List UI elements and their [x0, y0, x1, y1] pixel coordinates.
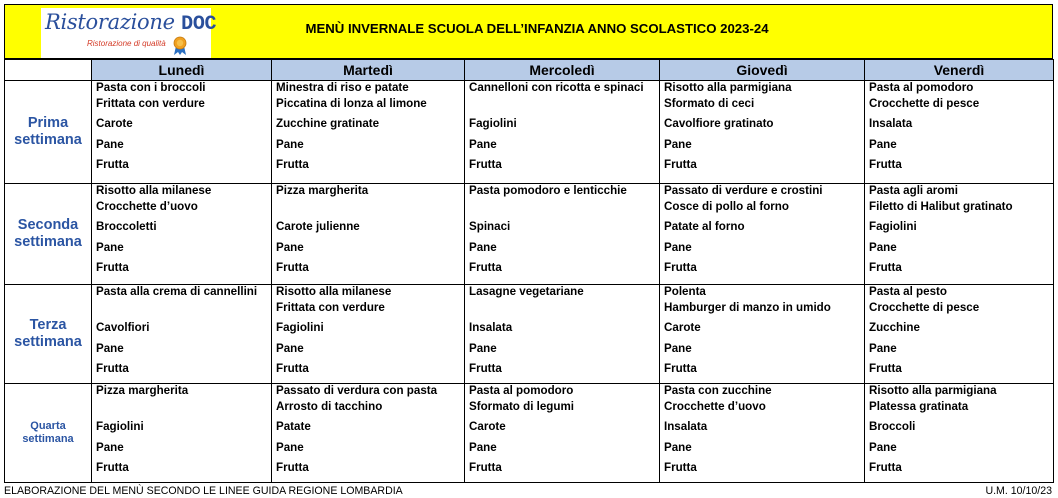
- week-label-line: settimana: [14, 132, 82, 148]
- dish-item: Pane: [869, 137, 897, 151]
- logo: [41, 8, 217, 58]
- menu-table: [4, 59, 1054, 483]
- dish-item: Risotto alla milanese: [276, 285, 392, 299]
- meal-cell-friday: [865, 384, 1054, 483]
- dish-item: Pane: [96, 440, 124, 454]
- meal-cell-wednesday: [465, 384, 660, 483]
- meal-cell-friday: [865, 285, 1054, 384]
- dish-item: Frutta: [664, 460, 697, 474]
- week-row: [5, 81, 1054, 184]
- meal-cell-monday: [92, 285, 272, 384]
- dish-item: Crocchette d’uovo: [96, 200, 198, 214]
- dish-item: [272, 197, 464, 217]
- week-label-line: Seconda: [17, 217, 79, 234]
- week-label-line: Prima: [27, 115, 69, 131]
- dish-item: [92, 397, 271, 417]
- award-ribbon-icon: [173, 36, 187, 56]
- dish-item: Frutta: [276, 361, 309, 375]
- dish-item: [465, 298, 659, 318]
- week-label-line: settimana: [14, 334, 82, 350]
- week-label: [5, 184, 92, 285]
- day-header-tuesday: Martedì: [272, 60, 465, 81]
- dish-item: Crocchette d’uovo: [664, 400, 766, 413]
- week-row: [5, 285, 1054, 384]
- dish-item: Pane: [664, 440, 692, 454]
- logo-wordmark: [45, 10, 216, 36]
- dish-item: Minestra di riso e patate: [276, 81, 409, 94]
- dish-item: Carote: [469, 420, 506, 434]
- dish-item: Broccoli: [869, 420, 916, 434]
- dish-item: Fagiolini: [96, 420, 144, 434]
- dish-item: Patate al forno: [664, 220, 745, 234]
- dish-item: Frutta: [664, 157, 697, 171]
- dish-item: Pizza margherita: [276, 184, 369, 198]
- dish-item: Platessa gratinata: [869, 400, 969, 413]
- dish-item: Pane: [276, 440, 304, 454]
- week-row: [5, 184, 1054, 285]
- dish-item: Pasta al pomodoro: [469, 384, 574, 397]
- meal-cell-wednesday: [465, 81, 660, 184]
- dish-item: Cosce di pollo al forno: [664, 200, 789, 214]
- dish-item: Pane: [96, 341, 124, 355]
- dish-item: Frutta: [96, 361, 129, 375]
- dish-item: Fagiolini: [276, 321, 324, 335]
- dish-item: Crocchette di pesce: [869, 301, 980, 315]
- meal-cell-tuesday: [272, 81, 465, 184]
- dish-item: Pizza margherita: [96, 384, 189, 397]
- day-header-wednesday: Mercoledì: [465, 60, 660, 81]
- week-label: [5, 81, 92, 184]
- dish-item: Cannelloni con ricotta e spinaci: [469, 81, 644, 94]
- dish-item: Pane: [469, 137, 497, 151]
- dish-item: Pane: [96, 137, 124, 151]
- meal-cell-wednesday: [465, 285, 660, 384]
- dish-item: Frutta: [869, 157, 902, 171]
- week-row: [5, 384, 1054, 483]
- dish-item: Frutta: [469, 460, 502, 474]
- dish-item: Pasta alla crema di cannellini: [96, 285, 258, 299]
- dish-item: Broccoletti: [96, 220, 157, 234]
- dish-item: Frutta: [96, 460, 129, 474]
- dish-item: Pane: [869, 341, 897, 355]
- dish-item: Zucchine: [869, 321, 920, 335]
- dish-item: Frutta: [664, 361, 697, 375]
- dish-item: Pane: [869, 440, 897, 454]
- meal-cell-monday: [92, 384, 272, 483]
- header-banner: [4, 4, 1053, 59]
- dish-item: Pane: [664, 240, 692, 254]
- dish-item: Pane: [469, 240, 497, 254]
- meal-cell-friday: [865, 184, 1054, 285]
- dish-item: Fagiolini: [469, 117, 517, 131]
- dish-item: [92, 298, 271, 318]
- week-label-line: settimana: [22, 433, 74, 445]
- footer-revision-date: U.M. 10/10/23: [985, 485, 1052, 497]
- dish-item: Frutta: [276, 460, 309, 474]
- dish-item: Carote julienne: [276, 220, 360, 234]
- dish-item: Cavolfiori: [96, 321, 150, 335]
- dish-item: Pane: [96, 240, 124, 254]
- meal-cell-tuesday: [272, 285, 465, 384]
- dish-item: Pane: [869, 240, 897, 254]
- week-label-line: settimana: [14, 234, 82, 251]
- logo-tagline: Ristorazione di qualità: [87, 39, 166, 48]
- day-header-friday: Venerdì: [865, 60, 1054, 81]
- meal-cell-wednesday: [465, 184, 660, 285]
- dish-item: Pane: [276, 240, 304, 254]
- dish-item: Frutta: [469, 260, 502, 274]
- meal-cell-tuesday: [272, 184, 465, 285]
- dish-item: Fagiolini: [869, 220, 917, 234]
- dish-item: Pasta pomodoro e lenticchie: [469, 184, 627, 198]
- dish-item: Passato di verdure e crostini: [664, 184, 823, 198]
- meal-cell-thursday: [660, 285, 865, 384]
- week-label: [5, 384, 92, 483]
- dish-item: Frutta: [276, 157, 309, 171]
- dish-item: Lasagne vegetariane: [469, 285, 584, 299]
- day-header-thursday: Giovedì: [660, 60, 865, 81]
- dish-item: Pasta agli aromi: [869, 184, 958, 198]
- dish-item: [465, 94, 659, 114]
- dish-item: Carote: [664, 321, 701, 335]
- week-label: [5, 285, 92, 384]
- dish-item: Zucchine gratinate: [276, 117, 380, 131]
- dish-item: Risotto alla parmigiana: [869, 384, 997, 397]
- dish-item: Insalata: [664, 420, 708, 434]
- day-header-monday: Lunedì: [92, 60, 272, 81]
- meal-cell-thursday: [660, 81, 865, 184]
- dish-item: Pasta al pesto: [869, 285, 947, 299]
- dish-item: Cavolfiore gratinato: [664, 117, 774, 131]
- dish-item: [465, 197, 659, 217]
- meal-cell-thursday: [660, 384, 865, 483]
- dish-item: Insalata: [469, 321, 513, 335]
- dish-item: Pane: [276, 137, 304, 151]
- dish-item: Pane: [469, 341, 497, 355]
- dish-item: Pane: [276, 341, 304, 355]
- dish-item: Pane: [664, 341, 692, 355]
- dish-item: Risotto alla milanese: [96, 184, 212, 198]
- dish-item: Sformato di legumi: [469, 400, 574, 413]
- day-header-row: [5, 60, 1054, 81]
- dish-item: Frutta: [869, 260, 902, 274]
- meal-cell-friday: [865, 81, 1054, 184]
- dish-item: Patate: [276, 420, 311, 434]
- logo-name-accent: DOC: [181, 13, 217, 36]
- page-title: MENÙ INVERNALE SCUOLA DELL’INFANZIA ANNO SCOLASTICO 2023-24: [305, 21, 769, 36]
- dish-item: Pasta con i broccoli: [96, 81, 206, 94]
- dish-item: Arrosto di tacchino: [276, 400, 383, 413]
- dish-item: Frittata con verdure: [96, 97, 205, 110]
- meal-cell-tuesday: [272, 384, 465, 483]
- dish-item: Frutta: [869, 460, 902, 474]
- dish-item: Pasta con zucchine: [664, 384, 772, 397]
- dish-item: Hamburger di manzo in umido: [664, 301, 831, 315]
- dish-item: Sformato di ceci: [664, 97, 755, 110]
- dish-item: Frutta: [469, 157, 502, 171]
- meal-cell-monday: [92, 184, 272, 285]
- dish-item: Polenta: [664, 285, 706, 299]
- dish-item: Crocchette di pesce: [869, 97, 980, 110]
- dish-item: Frittata con verdure: [276, 301, 385, 315]
- week-label-line: Terza: [29, 317, 67, 333]
- logo-name: Ristorazione: [45, 10, 175, 34]
- dish-item: Frutta: [469, 361, 502, 375]
- dish-item: Carote: [96, 117, 133, 131]
- dish-item: Pane: [469, 440, 497, 454]
- dish-item: Frutta: [869, 361, 902, 375]
- dish-item: Pasta al pomodoro: [869, 81, 974, 94]
- dish-item: Filetto di Halibut gratinato: [869, 200, 1013, 214]
- dish-item: Pane: [664, 137, 692, 151]
- dish-item: Frutta: [664, 260, 697, 274]
- corner-cell: [5, 60, 92, 81]
- meal-cell-thursday: [660, 184, 865, 285]
- dish-item: Frutta: [96, 260, 129, 274]
- dish-item: Frutta: [96, 157, 129, 171]
- dish-item: Piccatina di lonza al limone: [276, 97, 427, 110]
- dish-item: Frutta: [276, 260, 309, 274]
- week-label-line: Quarta: [30, 420, 66, 432]
- meal-cell-monday: [92, 81, 272, 184]
- dish-item: Risotto alla parmigiana: [664, 81, 792, 94]
- dish-item: Spinaci: [469, 220, 511, 234]
- footer-guidelines-note: ELABORAZIONE DEL MENÙ SECONDO LE LINEE GUIDA REGIONE LOMBARDIA: [4, 485, 403, 497]
- dish-item: Insalata: [869, 117, 913, 131]
- dish-item: Passato di verdura con pasta: [276, 384, 438, 397]
